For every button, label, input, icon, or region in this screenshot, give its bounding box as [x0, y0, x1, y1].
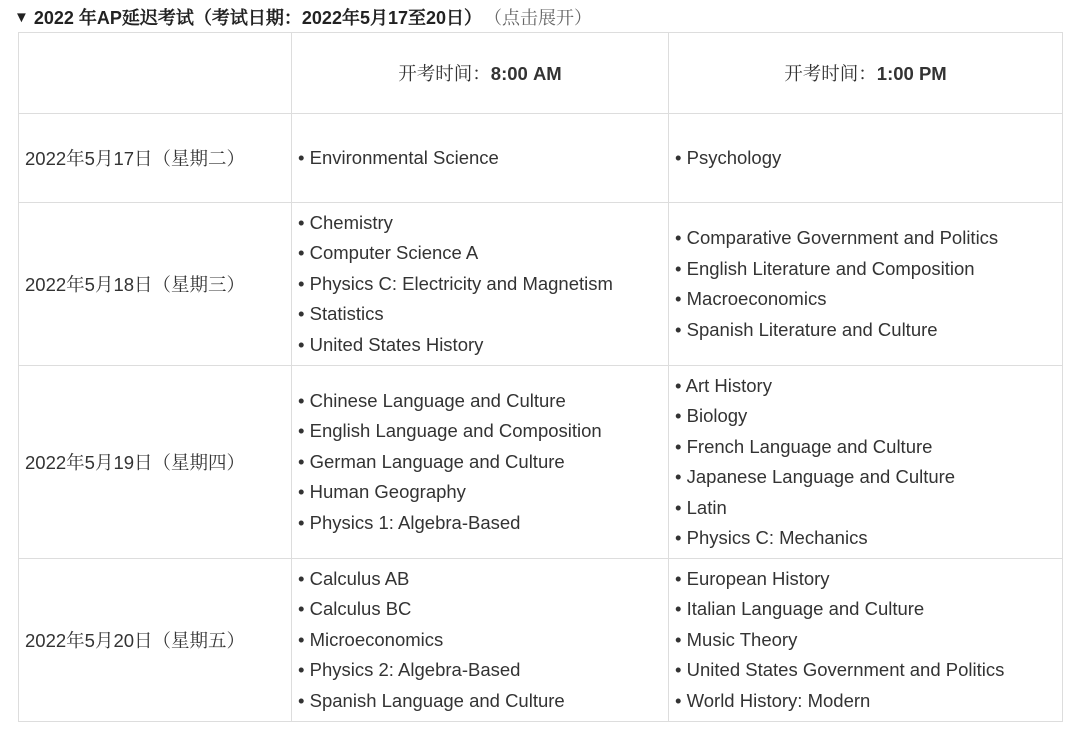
subject-item: • Japanese Language and Culture — [675, 462, 1056, 493]
subject-item: • German Language and Culture — [298, 447, 662, 478]
table-row — [19, 114, 1063, 203]
subject-item: • Physics 2: Algebra-Based — [298, 655, 662, 686]
col-header-pm-time: 1:00 PM — [876, 63, 947, 84]
subject-item: • Human Geography — [298, 477, 662, 508]
date-cell: 2022年5月19日（星期四） — [19, 366, 292, 559]
subject-item: • Physics C: Mechanics — [675, 523, 1056, 554]
am-cell — [292, 366, 669, 559]
pm-cell — [669, 366, 1063, 559]
subject-item: • Spanish Literature and Culture — [675, 315, 1056, 346]
subject-item: • Microeconomics — [298, 625, 662, 656]
table-row — [19, 203, 1063, 366]
subject-item: • Art History — [675, 371, 1056, 402]
subject-list — [298, 143, 662, 174]
subject-item: • Calculus AB — [298, 564, 662, 595]
exam-schedule-table — [18, 32, 1063, 722]
date-cell: 2022年5月18日（星期三） — [19, 203, 292, 366]
subject-item: • Environmental Science — [298, 143, 662, 174]
subject-item: • Spanish Language and Culture — [298, 686, 662, 717]
subject-list — [298, 208, 662, 361]
section-title: 2022 年AP延迟考试（考试日期：2022年5月17至20日） — [33, 8, 483, 28]
subject-item: • Latin — [675, 493, 1056, 524]
subject-item: • Italian Language and Culture — [675, 594, 1056, 625]
date-cell: 2022年5月20日（星期五） — [19, 559, 292, 722]
am-cell — [292, 114, 669, 203]
header-row — [19, 33, 1063, 114]
expand-toggle[interactable] — [14, 5, 592, 29]
col-header-pm-label: 开考时间： — [784, 63, 877, 84]
subject-list — [298, 564, 662, 717]
pm-cell — [669, 203, 1063, 366]
col-header-am-time: 8:00 AM — [490, 63, 562, 84]
subject-item: • English Language and Composition — [298, 416, 662, 447]
pm-cell — [669, 559, 1063, 722]
subject-item: • Chinese Language and Culture — [298, 386, 662, 417]
subject-item: • Physics 1: Algebra-Based — [298, 508, 662, 539]
am-cell — [292, 559, 669, 722]
subject-list — [675, 564, 1056, 717]
subject-item: • Music Theory — [675, 625, 1056, 656]
subject-list — [675, 371, 1056, 554]
subject-item: • Biology — [675, 401, 1056, 432]
col-header-am-label: 开考时间： — [398, 63, 491, 84]
subject-item: • United States History — [298, 330, 662, 361]
subject-item: • Physics C: Electricity and Magnetism — [298, 269, 662, 300]
subject-item: • Calculus BC — [298, 594, 662, 625]
subject-list — [675, 143, 1056, 174]
triangle-down-icon: ▼ — [14, 8, 29, 26]
corner-cell — [19, 33, 292, 114]
subject-item: • Comparative Government and Politics — [675, 223, 1056, 254]
subject-item: • Macroeconomics — [675, 284, 1056, 315]
subject-item: • English Literature and Composition — [675, 254, 1056, 285]
table-row — [19, 559, 1063, 722]
subject-item: • Chemistry — [298, 208, 662, 239]
am-cell — [292, 203, 669, 366]
subject-item: • World History: Modern — [675, 686, 1056, 717]
pm-cell — [669, 114, 1063, 203]
subject-item: • Psychology — [675, 143, 1056, 174]
expand-hint: （点击展开） — [484, 8, 593, 28]
subject-item: • European History — [675, 564, 1056, 595]
col-header-am — [292, 33, 669, 114]
subject-item: • United States Government and Politics — [675, 655, 1056, 686]
table-row — [19, 366, 1063, 559]
date-cell: 2022年5月17日（星期二） — [19, 114, 292, 203]
col-header-pm — [669, 33, 1063, 114]
subject-item: • Computer Science A — [298, 238, 662, 269]
subject-list — [298, 386, 662, 539]
subject-item: • French Language and Culture — [675, 432, 1056, 463]
subject-list — [675, 223, 1056, 345]
subject-item: • Statistics — [298, 299, 662, 330]
